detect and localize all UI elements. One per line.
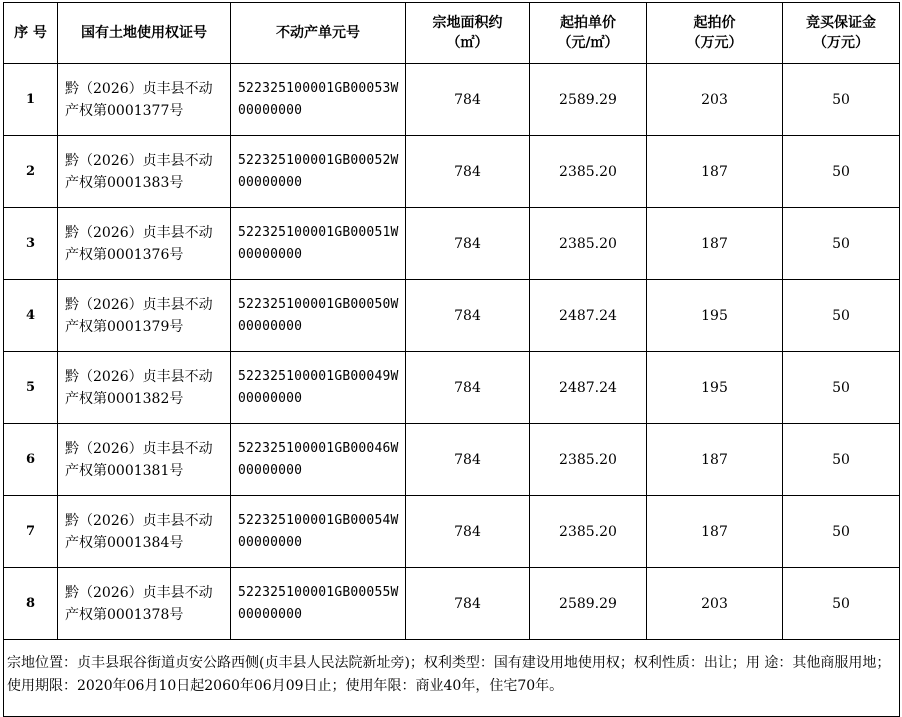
table-row xyxy=(4,496,900,568)
footer-row xyxy=(4,640,900,717)
table-row xyxy=(4,424,900,496)
row-unit: 522325100001GB00054W00000000 xyxy=(231,496,406,568)
row-start-price: 187 xyxy=(647,496,783,568)
row-index: 7 xyxy=(4,496,58,568)
row-unit: 522325100001GB00050W00000000 xyxy=(231,280,406,352)
row-unit: 522325100001GB00051W00000000 xyxy=(231,208,406,280)
row-unit-price: 2385.20 xyxy=(530,208,647,280)
row-start-price: 195 xyxy=(647,352,783,424)
table-row xyxy=(4,568,900,640)
row-cert: 黔（2026）贞丰县不动产权第0001377号 xyxy=(58,64,231,136)
row-unit-price: 2385.20 xyxy=(530,136,647,208)
row-start-price: 187 xyxy=(647,136,783,208)
header-index: 序 号 xyxy=(4,3,58,64)
row-cert: 黔（2026）贞丰县不动产权第0001383号 xyxy=(58,136,231,208)
land-auction-table xyxy=(3,2,900,717)
header-start-price-line2: （万元） xyxy=(686,35,743,51)
row-unit-price: 2589.29 xyxy=(530,64,647,136)
row-unit: 522325100001GB00049W00000000 xyxy=(231,352,406,424)
row-unit-price: 2385.20 xyxy=(530,496,647,568)
row-unit-price: 2589.29 xyxy=(530,568,647,640)
row-index: 4 xyxy=(4,280,58,352)
row-start-price: 203 xyxy=(647,64,783,136)
row-deposit: 50 xyxy=(783,496,900,568)
header-start-price-line1: 起拍价 xyxy=(693,15,736,31)
header-row xyxy=(4,3,900,64)
row-area: 784 xyxy=(406,496,530,568)
row-cert: 黔（2026）贞丰县不动产权第0001376号 xyxy=(58,208,231,280)
row-index: 6 xyxy=(4,424,58,496)
row-area: 784 xyxy=(406,136,530,208)
table-row xyxy=(4,136,900,208)
row-unit: 522325100001GB00055W00000000 xyxy=(231,568,406,640)
row-cert: 黔（2026）贞丰县不动产权第0001378号 xyxy=(58,568,231,640)
row-unit: 522325100001GB00046W00000000 xyxy=(231,424,406,496)
row-index: 3 xyxy=(4,208,58,280)
row-index: 2 xyxy=(4,136,58,208)
row-deposit: 50 xyxy=(783,136,900,208)
row-index: 5 xyxy=(4,352,58,424)
row-start-price: 187 xyxy=(647,208,783,280)
row-start-price: 195 xyxy=(647,280,783,352)
parcel-description: 宗地位置：贞丰县珉谷街道贞安公路西侧(贞丰县人民法院新址旁)；权利类型：国有建设用地使用权；权利性质：出让；用 途：其他商服用地；使用期限：2020年06月10日起2060年06月09日止；使用年限：商业40年，住宅70年。 xyxy=(4,640,900,717)
header-start-price xyxy=(647,3,783,64)
row-deposit: 50 xyxy=(783,280,900,352)
header-area xyxy=(406,3,530,64)
row-area: 784 xyxy=(406,424,530,496)
header-area-line1: 宗地面积约 xyxy=(432,15,503,31)
row-deposit: 50 xyxy=(783,208,900,280)
row-area: 784 xyxy=(406,568,530,640)
row-index: 1 xyxy=(4,64,58,136)
table-row xyxy=(4,64,900,136)
row-area: 784 xyxy=(406,208,530,280)
table-row xyxy=(4,352,900,424)
table-row xyxy=(4,280,900,352)
row-area: 784 xyxy=(406,352,530,424)
header-area-line2: （㎡） xyxy=(446,35,489,51)
header-unit: 不动产单元号 xyxy=(231,3,406,64)
header-unit-price-line1: 起拍单价 xyxy=(560,15,616,31)
table-row xyxy=(4,208,900,280)
row-area: 784 xyxy=(406,64,530,136)
row-unit: 522325100001GB00053W00000000 xyxy=(231,64,406,136)
header-cert: 国有土地使用权证号 xyxy=(58,3,231,64)
row-deposit: 50 xyxy=(783,64,900,136)
row-area: 784 xyxy=(406,280,530,352)
header-deposit-line2: （万元） xyxy=(813,35,869,51)
row-start-price: 203 xyxy=(647,568,783,640)
row-cert: 黔（2026）贞丰县不动产权第0001384号 xyxy=(58,496,231,568)
row-unit-price: 2487.24 xyxy=(530,352,647,424)
row-unit-price: 2385.20 xyxy=(530,424,647,496)
header-unit-price-line2: （元/㎡） xyxy=(557,35,619,51)
row-start-price: 187 xyxy=(647,424,783,496)
row-index: 8 xyxy=(4,568,58,640)
header-unit-price xyxy=(530,3,647,64)
header-deposit xyxy=(783,3,900,64)
row-unit: 522325100001GB00052W00000000 xyxy=(231,136,406,208)
header-deposit-line1: 竞买保证金 xyxy=(806,15,876,31)
row-cert: 黔（2026）贞丰县不动产权第0001381号 xyxy=(58,424,231,496)
row-unit-price: 2487.24 xyxy=(530,280,647,352)
row-deposit: 50 xyxy=(783,568,900,640)
row-cert: 黔（2026）贞丰县不动产权第0001379号 xyxy=(58,280,231,352)
row-cert: 黔（2026）贞丰县不动产权第0001382号 xyxy=(58,352,231,424)
row-deposit: 50 xyxy=(783,352,900,424)
row-deposit: 50 xyxy=(783,424,900,496)
